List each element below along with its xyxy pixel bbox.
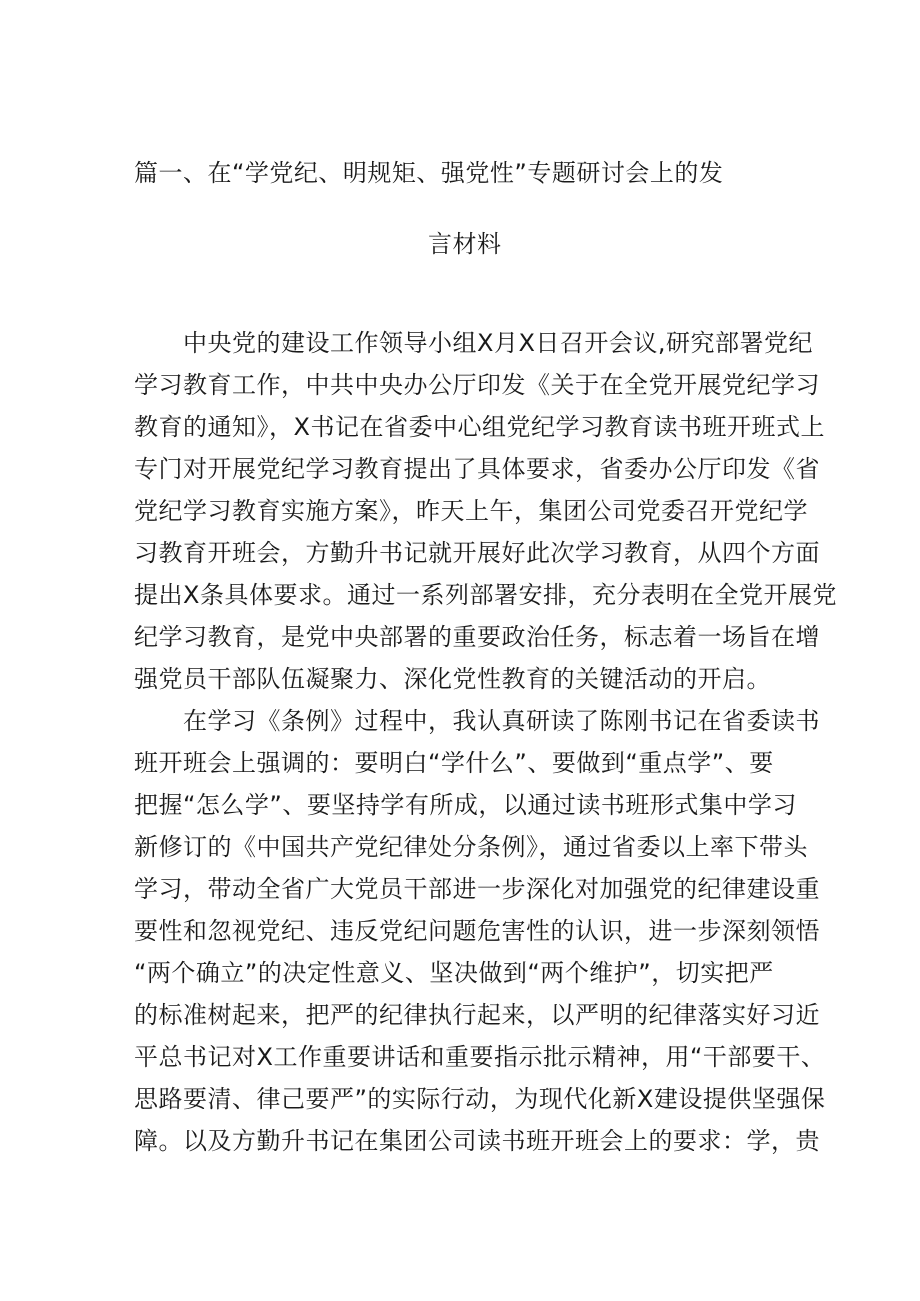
body-line: 把握“怎么学”、要坚持学有所成，以通过读书班形式集中学习 [134, 791, 797, 819]
body-line: 的标准树起来，把严的纪律执行起来，以严明的纪律落实好习近 [134, 1001, 820, 1029]
body-line: 班开班会上强调的：要明白“学什么”、要做到“重点学”、要 [134, 749, 774, 777]
body-line: “两个确立”的决定性意义、坚决做到“两个维护”，切实把严 [134, 959, 774, 987]
body-line: 教育的通知》，X书记在省委中心组党纪学习教育读书班开班式上 [134, 413, 825, 441]
body-line: 要性和忽视党纪、违反党纪问题危害性的认识，进一步深刻领悟 [134, 917, 820, 945]
body-line: 思路要清、律己要严”的实际行动，为现代化新X建设提供坚强保 [134, 1085, 826, 1113]
body-line: 专门对开展党纪学习教育提出了具体要求，省委办公厅印发《省 [134, 455, 820, 483]
body-line: 中央党的建设工作领导小组X月X日召开会议,研究部署党纪 [134, 329, 814, 357]
document-title-line-2: 言材料 [428, 230, 502, 258]
body-line: 提出X条具体要求。通过一系列部署安排，充分表明在全党开展党 [134, 581, 837, 609]
body-line: 强党员干部队伍凝聚力、深化党性教育的关键活动的开启。 [134, 665, 771, 693]
body-line: 习教育开班会，方勤升书记就开展好此次学习教育，从四个方面 [134, 539, 820, 567]
body-line: 纪学习教育，是党中央部署的重要政治任务，标志着一场旨在增 [134, 623, 820, 651]
body-line: 学习，带动全省广大党员干部进一步深化对加强党的纪律建设重 [134, 875, 820, 903]
body-line: 学习教育工作，中共中央办公厅印发《关于在全党开展党纪学习 [134, 371, 820, 399]
body-line: 平总书记对X工作重要讲话和重要指示批示精神，用“干部要干、 [134, 1043, 826, 1071]
body-line: 新修订的《中国共产党纪律处分条例》，通过省委以上率下带头 [134, 833, 808, 861]
body-line: 在学习《条例》过程中，我认真研读了陈刚书记在省委读书 [134, 707, 820, 735]
body-line: 党纪学习教育实施方案》，昨天上午，集团公司党委召开党纪学 [134, 497, 808, 525]
document-title-line-1: 篇一、在“学党纪、明规矩、强党性”专题研讨会上的发 [134, 159, 724, 187]
body-line: 障。以及方勤升书记在集团公司读书班开班会上的要求：学，贵 [134, 1127, 820, 1155]
